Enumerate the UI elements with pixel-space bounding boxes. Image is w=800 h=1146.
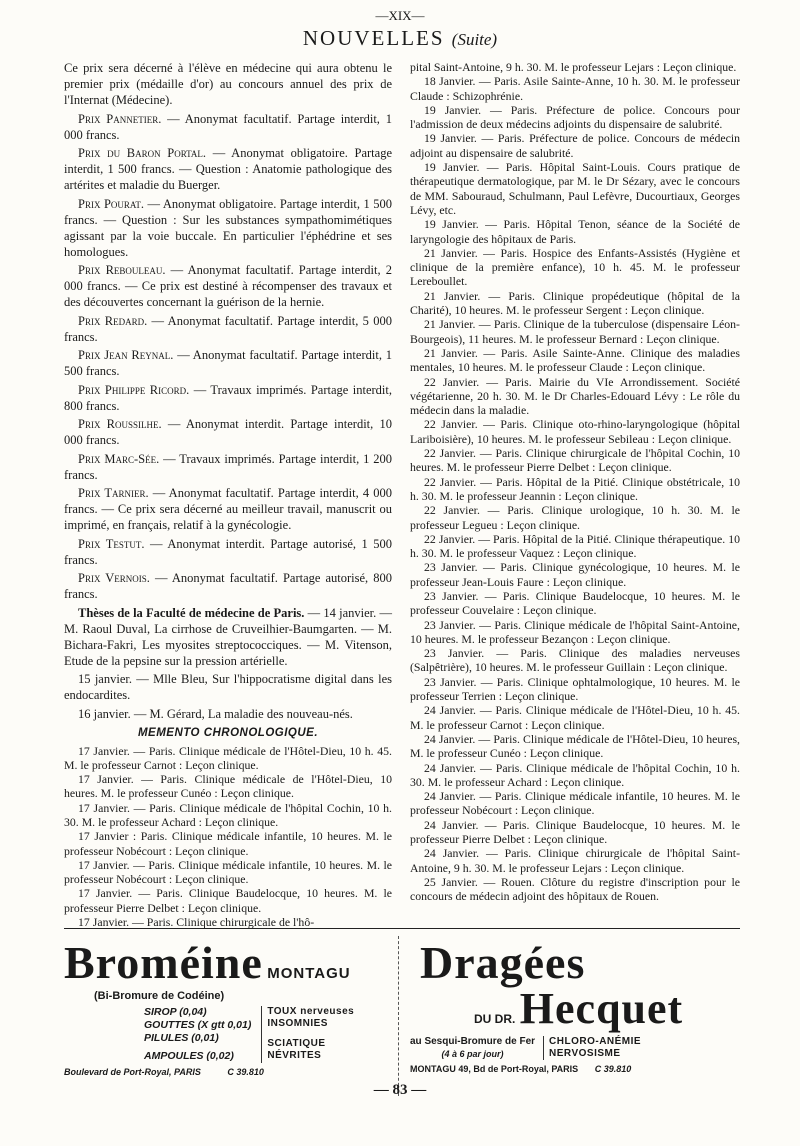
page-number: — 83 —: [373, 1082, 427, 1098]
event-item: 21 Janvier. — Paris. Hospice des Enfants-Assistés (Hygiène et clinique de la première enfance), 10 h. 45. M. le professeur Lereboullet.: [410, 245, 740, 289]
event-item: 23 Janvier. — Paris. Clinique des maladies nerveuses (Salpêtrière), 10 heures. M. le professeur Guillain : Leçon clinique.: [410, 646, 740, 675]
event-item: 22 Janvier. — Paris. Mairie du VIe Arrondissement. Société végétarienne, 20 h. 30. M. le Dr Charles-Edouard Lévy : Le rôle du médecin dans la maladie.: [410, 374, 740, 418]
ad-address: Boulevard de Port-Royal, PARIS: [64, 1067, 201, 1077]
paragraph: Prix Roussilhe. — Anonymat interdit. Partage interdit, 10 000 francs.: [64, 417, 392, 447]
ad-uses: [543, 1036, 641, 1060]
event-item: pital Saint-Antoine, 9 h. 30. M. le professeur Lejars : Leçon clinique.: [410, 60, 737, 74]
ad-subtitle: (Bi-Bromure de Codéine): [94, 990, 225, 1002]
ad-use: NÉVRITES: [267, 1050, 322, 1061]
prize-name: Prix Philippe Ricord.: [78, 382, 190, 397]
event-item: 22 Janvier. — Paris. Hôpital de la Pitié. Clinique thérapeutique. 10 h. 30. M. le professeur Vaquez : Leçon clinique.: [410, 531, 740, 561]
ad-uses: [261, 1006, 354, 1063]
event-item: 17 Janvier. — Paris. Clinique médicale de l'hôpital Cochin, 10 h. 30. M. le professeur Achard : Leçon clinique.: [64, 800, 392, 829]
paragraph: Prix Philippe Ricord. — Travaux imprimés. Partage interdit, 800 francs.: [64, 382, 393, 413]
ad-use: SCIATIQUE: [267, 1038, 326, 1049]
prize-name: Prix Pourat.: [78, 196, 145, 211]
event-item: 22 Janvier. — Paris. Clinique urologique, 10 h. 30. M. le professeur Legueu : Leçon clinique.: [410, 503, 740, 532]
ad-use: INSOMNIES: [267, 1018, 328, 1029]
event-item: 17 Janvier. — Paris. Clinique chirurgicale de l'hô-: [78, 915, 315, 930]
title-text: NOUVELLES: [302, 26, 445, 50]
ad-form: PILULES (0,01): [144, 1032, 219, 1044]
paragraph: Prix du Baron Portal. — Anonymat obligatoire. Partage interdit, 1 500 francs. — Question : Anatomie pathologique des artérites et maladie du Buerger.: [64, 146, 392, 192]
ad-use: NERVOSISME: [549, 1048, 621, 1059]
prize-name: Prix du Baron Portal.: [78, 146, 207, 160]
paragraph: Prix Tarnier. — Anonymat facultatif. Partage interdit, 4 000 francs. — Ce prix sera décerné au meilleur travail, manuscrit ou imprimé, en français, relatif à la gynécologie.: [64, 486, 392, 532]
event-item: 24 Janvier. — Paris. Clinique médicale de l'Hôtel-Dieu, 10 h. 45. M. le professeur Carnot : Leçon clinique.: [410, 703, 740, 732]
ads-divider: [64, 928, 740, 929]
ad-bromeine: [64, 938, 394, 1077]
ad-hecquet: [410, 938, 740, 1074]
right-announcements: [410, 60, 740, 904]
event-item: 17 Janvier. — Paris. Clinique médicale de l'Hôtel-Dieu, 10 h. 45. M. le professeur Carnot : Leçon clinique.: [64, 743, 392, 772]
paragraph: Prix Testut. — Anonymat interdit. Partage autorisé, 1 500 francs.: [64, 536, 393, 567]
ad-form: SIROP (0,04): [144, 1006, 207, 1018]
event-item: 24 Janvier. — Paris. Clinique médicale de l'Hôtel-Dieu, 10 heures, M. le professeur Cunéo : Leçon clinique.: [410, 731, 740, 761]
event-item: 23 Janvier. — Paris. Clinique gynécologique, 10 heures. M. le professeur Jean-Louis Faure : Leçon clinique.: [410, 560, 740, 589]
ad-brand-bottom: Hecquet: [519, 984, 684, 1033]
ad-address: MONTAGU 49, Bd de Port-Royal, PARIS: [410, 1064, 579, 1074]
ad-maker: MONTAGU: [267, 965, 351, 982]
event-item: 24 Janvier. — Paris. Clinique Baudelocque, 10 heures. M. le professeur Pierre Delbet : Leçon clinique.: [410, 817, 740, 847]
event-item: 18 Janvier. — Paris. Asile Sainte-Anne, 10 h. 30. M. le professeur Claude : Schizophrénie.: [410, 74, 740, 103]
event-item: 21 Janvier. — Paris. Asile Sainte-Anne. Clinique des maladies mentales, 10 heures. M. le professeur Claude : Leçon clinique.: [410, 345, 740, 375]
right-column: [410, 60, 740, 904]
event-item: 17 Janvier. — Paris. Clinique médicale de l'Hôtel-Dieu, 10 heures. M. le professeur Cunéo : Leçon clinique.: [64, 772, 392, 801]
paragraph: Prix Pannetier. — Anonymat facultatif. Partage interdit, 1 000 francs.: [64, 111, 392, 142]
prize-name: Prix Jean Reynal.: [78, 348, 174, 362]
event-item: 25 Janvier. — Rouen. Clôture du registre d'inscription pour le concours de médecin adjoint des hôpitaux de Rouen.: [410, 874, 740, 904]
ad-line: au Sesqui-Bromure de Fer: [410, 1036, 536, 1047]
paragraph: Ce prix sera décerné à l'élève en médecine qui aura obtenu le premier prix (médaille d'or) au concours annuel des prix de l'Internat (Médecine).: [64, 61, 392, 107]
event-item: 22 Janvier. — Paris. Hôpital de la Pitié. Clinique obstétricale, 10 h. 30. M. le professeur Jeannin : Leçon clinique.: [410, 474, 740, 503]
event-item: 19 Janvier. — Paris. Hôpital Saint-Louis. Cours pratique de thérapeutique dermatologique, par M. le Dr Sézary, avec le concours de MM. Sabouraud, Schulmann, Paul Lefèvre, Ducourtiaux, Georges Lévy, etc.: [410, 160, 740, 217]
memento-heading: MEMENTO CHRONOLOGIQUE.: [137, 726, 319, 739]
event-item: 24 Janvier. — Paris. Clinique médicale de l'hôpital Cochin, 10 h. 30. M. le professeur Achard : Leçon clinique.: [410, 760, 740, 789]
paragraph: Prix Pourat. — Anonymat obligatoire. Partage interdit, 1 500 francs. — Question : Sur les substances sympathomimétiques agissant par la voie buccale. En particulier l'éphédrine et ses homologues.: [64, 196, 393, 259]
prize-name: Prix Pannetier.: [78, 111, 162, 126]
prize-name: Prix Roussilhe.: [78, 417, 162, 431]
ad-brand-top: Dragées: [420, 937, 586, 988]
section-lead: Thèses de la Faculté de médecine de Paris.: [78, 605, 305, 620]
paragraph: Prix Marc-Sée. — Travaux imprimés. Partage interdit, 1 200 francs.: [64, 451, 392, 482]
event-item: 19 Janvier. — Paris. Préfecture de police. Concours pour l'admission de deux médecins adjoints du dispensaire de salubrité.: [410, 102, 740, 132]
ad-code: C 39.810: [594, 1064, 632, 1074]
ad-form: GOUTTES (X gtt 0,01): [144, 1019, 252, 1031]
event-item: 17 Janvier. — Paris. Clinique médicale infantile, 10 heures. M. le professeur Nobécourt : Leçon clinique.: [64, 857, 392, 887]
ad-use: TOUX nerveuses: [267, 1006, 355, 1017]
event-item: 21 Janvier. — Paris. Clinique de la tuberculose (dispensaire Léon-Bourgeois), 11 heures. M. le professeur Bernard : Leçon clinique.: [410, 317, 740, 346]
event-item: 21 Janvier. — Paris. Clinique propédeutique (hôpital de la Charité), 10 heures. M. le professeur Sergent : Leçon clinique.: [410, 288, 740, 318]
paragraph: Prix Jean Reynal. — Anonymat facultatif. Partage interdit, 1 500 francs.: [64, 348, 392, 378]
event-item: 22 Janvier. — Paris. Clinique chirurgicale de l'hôpital Cochin, 10 heures. M. le professeur Pierre Delbet : Leçon clinique.: [410, 446, 740, 475]
prize-name: Prix Tarnier.: [78, 486, 149, 500]
event-item: 24 Janvier. — Paris. Clinique chirurgicale de l'hôpital Saint-Antoine, 9 h. 30. M. le professeur Lejars : Leçon clinique.: [410, 846, 740, 875]
section-title: [0, 26, 800, 51]
ad-composition: [410, 1036, 535, 1060]
event-item: 19 Janvier. — Paris. Préfecture de police. Concours de médecin adjoint au dispensaire de salubrité.: [410, 131, 740, 160]
paragraph: Prix Redard. — Anonymat facultatif. Partage interdit, 5 000 francs.: [64, 313, 392, 344]
prize-name: Prix Testut.: [78, 536, 145, 551]
paragraph: 15 janvier. — Mlle Bleu, Sur l'hippocratisme digital dans les endocardites.: [64, 672, 392, 702]
event-item: 24 Janvier. — Paris. Clinique médicale infantile, 10 heures. M. le professeur Nobécourt : Leçon clinique.: [410, 789, 740, 818]
event-item: 22 Janvier. — Paris. Clinique oto-rhino-laryngologique (hôpital Lariboisière), 10 heures. M. le professeur Sebileau : Leçon clinique.: [410, 417, 740, 446]
ad-line: (4 à 6 par jour): [441, 1049, 504, 1059]
event-item: 23 Janvier. — Paris. Clinique médicale de l'hôpital Saint-Antoine, 10 heures. M. le professeur Bezançon : Leçon clinique.: [410, 617, 740, 646]
paragraph: 16 janvier. — M. Gérard, La maladie des nouveau-nés.: [78, 706, 353, 721]
page-marker: —XIX—: [375, 8, 425, 23]
ad-use: CHLORO-ANÉMIE: [549, 1036, 642, 1047]
event-item: 19 Janvier. — Paris. Hôpital Tenon, séance de la Société de laryngologie des hôpitaux de Paris.: [410, 217, 740, 246]
event-item: 23 Janvier. — Paris. Clinique Baudelocque, 10 heures. M. le professeur Couvelaire : Leçon clinique.: [410, 588, 740, 618]
ad-form: AMPOULES (0,02): [144, 1050, 234, 1062]
paragraph: Thèses de la Faculté de médecine de Paris. — 14 janvier. — M. Raoul Duval, La cirrhose de Cruveilhier-Baumgarten. — M. Bichara-Fakri, Les myosites streptococciques. — M. Vitenson, Etude de la pepsine sur la pression artérielle.: [64, 605, 392, 668]
prize-name: Prix Redard.: [78, 313, 148, 328]
prize-name: Prix Rebouleau.: [78, 263, 166, 277]
ad-forms: [144, 1006, 251, 1063]
event-item: 17 Janvier. — Paris. Clinique Baudelocque, 10 heures. M. le professeur Pierre Delbet : Leçon clinique.: [64, 886, 392, 915]
prize-name: Prix Marc-Sée.: [78, 451, 160, 466]
ad-code: C 39.810: [227, 1067, 264, 1077]
paragraph: Prix Rebouleau. — Anonymat facultatif. Partage interdit, 2 000 francs. — Ce prix est destiné à récompenser des travaux et des découvertes concernant la guérison de la hernie.: [64, 263, 392, 309]
prize-list: [64, 60, 392, 722]
event-item: 23 Janvier. — Paris. Clinique ophtalmologique, 10 heures. M. le professeur Terrien : Leçon clinique.: [410, 674, 740, 704]
prize-name: Prix Vernois.: [78, 571, 150, 585]
event-item: 17 Janvier : Paris. Clinique médicale infantile, 10 heures. M. le professeur Nobécourt : Leçon clinique.: [64, 829, 392, 858]
paragraph: Prix Vernois. — Anonymat facultatif. Partage autorisé, 800 francs.: [64, 571, 392, 601]
ads-vertical-divider: [398, 936, 399, 1096]
ad-brand: Broméine: [64, 937, 263, 988]
left-announcements: [64, 744, 392, 930]
left-column: [64, 60, 392, 929]
ad-du-dr: DU DR.: [474, 1012, 516, 1026]
title-suffix: (Suite): [451, 30, 498, 49]
